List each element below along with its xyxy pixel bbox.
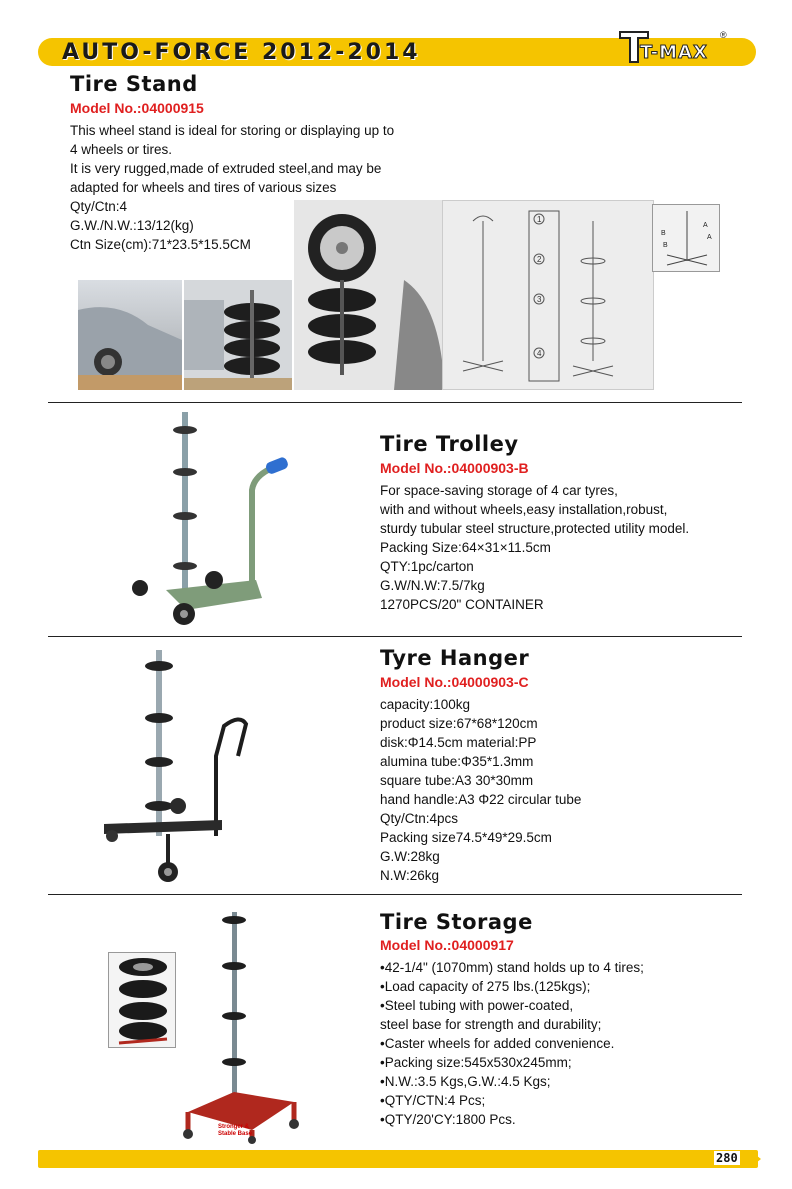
section-divider — [48, 894, 742, 895]
desc-line: steel base for strength and durability; — [380, 1017, 602, 1032]
desc-line: •QTY/CTN:4 Pcs; — [380, 1093, 486, 1108]
desc-line: 1270PCS/20" CONTAINER — [380, 597, 544, 612]
model-number-tire-storage: Model No.:04000917 — [380, 937, 514, 953]
desc-line: product size:67*68*120cm — [380, 716, 538, 731]
part-label: B — [661, 230, 666, 237]
tire-storage-photo — [178, 906, 308, 1144]
step-number: 4 — [537, 349, 542, 358]
tire-storage-inset-photo — [108, 952, 176, 1048]
desc-line: Packing Size:64×31×11.5cm — [380, 540, 551, 555]
description-tire-storage — [380, 958, 644, 1129]
photo-stand-with-wheel — [294, 200, 442, 390]
footer-bar — [38, 1150, 758, 1168]
desc-line: For space-saving storage of 4 car tyres, — [380, 483, 618, 498]
desc-line: Qty/Ctn:4pcs — [380, 811, 459, 826]
assembly-diagram — [442, 200, 654, 390]
step-number: 3 — [537, 295, 542, 304]
step-number: 2 — [537, 255, 542, 264]
desc-line: Packing size74.5*49*29.5cm — [380, 830, 552, 845]
desc-line: This wheel stand is ideal for storing or displaying up to — [70, 123, 395, 138]
part-label: A — [703, 222, 708, 229]
desc-line: Ctn Size(cm):71*23.5*15.5CM — [70, 237, 251, 252]
caption-line: Stronger & — [218, 1124, 250, 1130]
section-title-tire-storage: Tire Storage — [380, 910, 533, 934]
desc-line: with and without wheels,easy installation,robust, — [380, 502, 668, 517]
next-arrow-icon — [752, 1152, 761, 1166]
tire-trolley-photo — [126, 410, 296, 632]
section-title-tire-trolley: Tire Trolley — [380, 432, 519, 456]
desc-line: G.W./N.W.:13/12(kg) — [70, 218, 194, 233]
part-label: B — [663, 242, 668, 249]
desc-line: G.W:28kg — [380, 849, 440, 864]
desc-line: •Load capacity of 275 lbs.(125kgs); — [380, 979, 591, 994]
section-title-tire-stand: Tire Stand — [70, 72, 198, 96]
part-label: A — [707, 234, 712, 241]
model-number-tyre-hanger: Model No.:04000903-C — [380, 674, 529, 690]
desc-line: alumina tube:Φ35*1.3mm — [380, 754, 534, 769]
description-tire-trolley — [380, 481, 689, 614]
desc-line: QTY:1pc/carton — [380, 559, 474, 574]
model-number-tire-stand: Model No.:04000915 — [70, 100, 204, 116]
model-number-tire-trolley: Model No.:04000903-B — [380, 460, 529, 476]
registered-mark: ® — [720, 30, 727, 40]
desc-line: N.W:26kg — [380, 868, 440, 883]
step-number: 1 — [537, 215, 542, 224]
desc-line: sturdy tubular steel structure,protected utility model. — [380, 521, 690, 536]
tyre-hanger-photo — [100, 646, 254, 886]
section-divider — [48, 636, 742, 637]
desc-line: capacity:100kg — [380, 697, 471, 712]
desc-line: •Packing size:545x530x245mm; — [380, 1055, 572, 1070]
section-divider — [48, 402, 742, 403]
desc-line: Qty/Ctn:4 — [70, 199, 128, 214]
desc-line: •42-1/4" (1070mm) stand holds up to 4 tires; — [380, 960, 644, 975]
desc-line: It is very rugged,made of extruded steel,and may be — [70, 161, 382, 176]
desc-line: disk:Φ14.5cm material:PP — [380, 735, 537, 750]
parts-diagram — [652, 204, 720, 272]
desc-line: •Steel tubing with power-coated, — [380, 998, 574, 1013]
desc-line: square tube:A3 30*30mm — [380, 773, 534, 788]
photo-car-garage — [78, 280, 182, 390]
desc-line: adapted for wheels and tires of various sizes — [70, 180, 337, 195]
desc-line: 4 wheels or tires. — [70, 142, 173, 157]
desc-line: •Caster wheels for added convenience. — [380, 1036, 615, 1051]
catalog-title: AUTO-FORCE 2012-2014 — [62, 40, 421, 65]
description-tyre-hanger — [380, 695, 581, 885]
desc-line: G.W/N.W:7.5/7kg — [380, 578, 485, 593]
section-title-tyre-hanger: Tyre Hanger — [380, 646, 530, 670]
base-caption — [218, 1124, 252, 1138]
desc-line: •QTY/20'CY:1800 Pcs. — [380, 1112, 516, 1127]
photo-stand-with-tires-by-car — [184, 280, 292, 390]
page-number: 280 — [716, 1151, 738, 1165]
logo-text: T-MAX — [640, 42, 708, 63]
desc-line: hand handle:A3 Φ22 circular tube — [380, 792, 582, 807]
desc-line: •N.W.:3.5 Kgs,G.W.:4.5 Kgs; — [380, 1074, 551, 1089]
caption-line: Stable Base — [218, 1131, 253, 1137]
